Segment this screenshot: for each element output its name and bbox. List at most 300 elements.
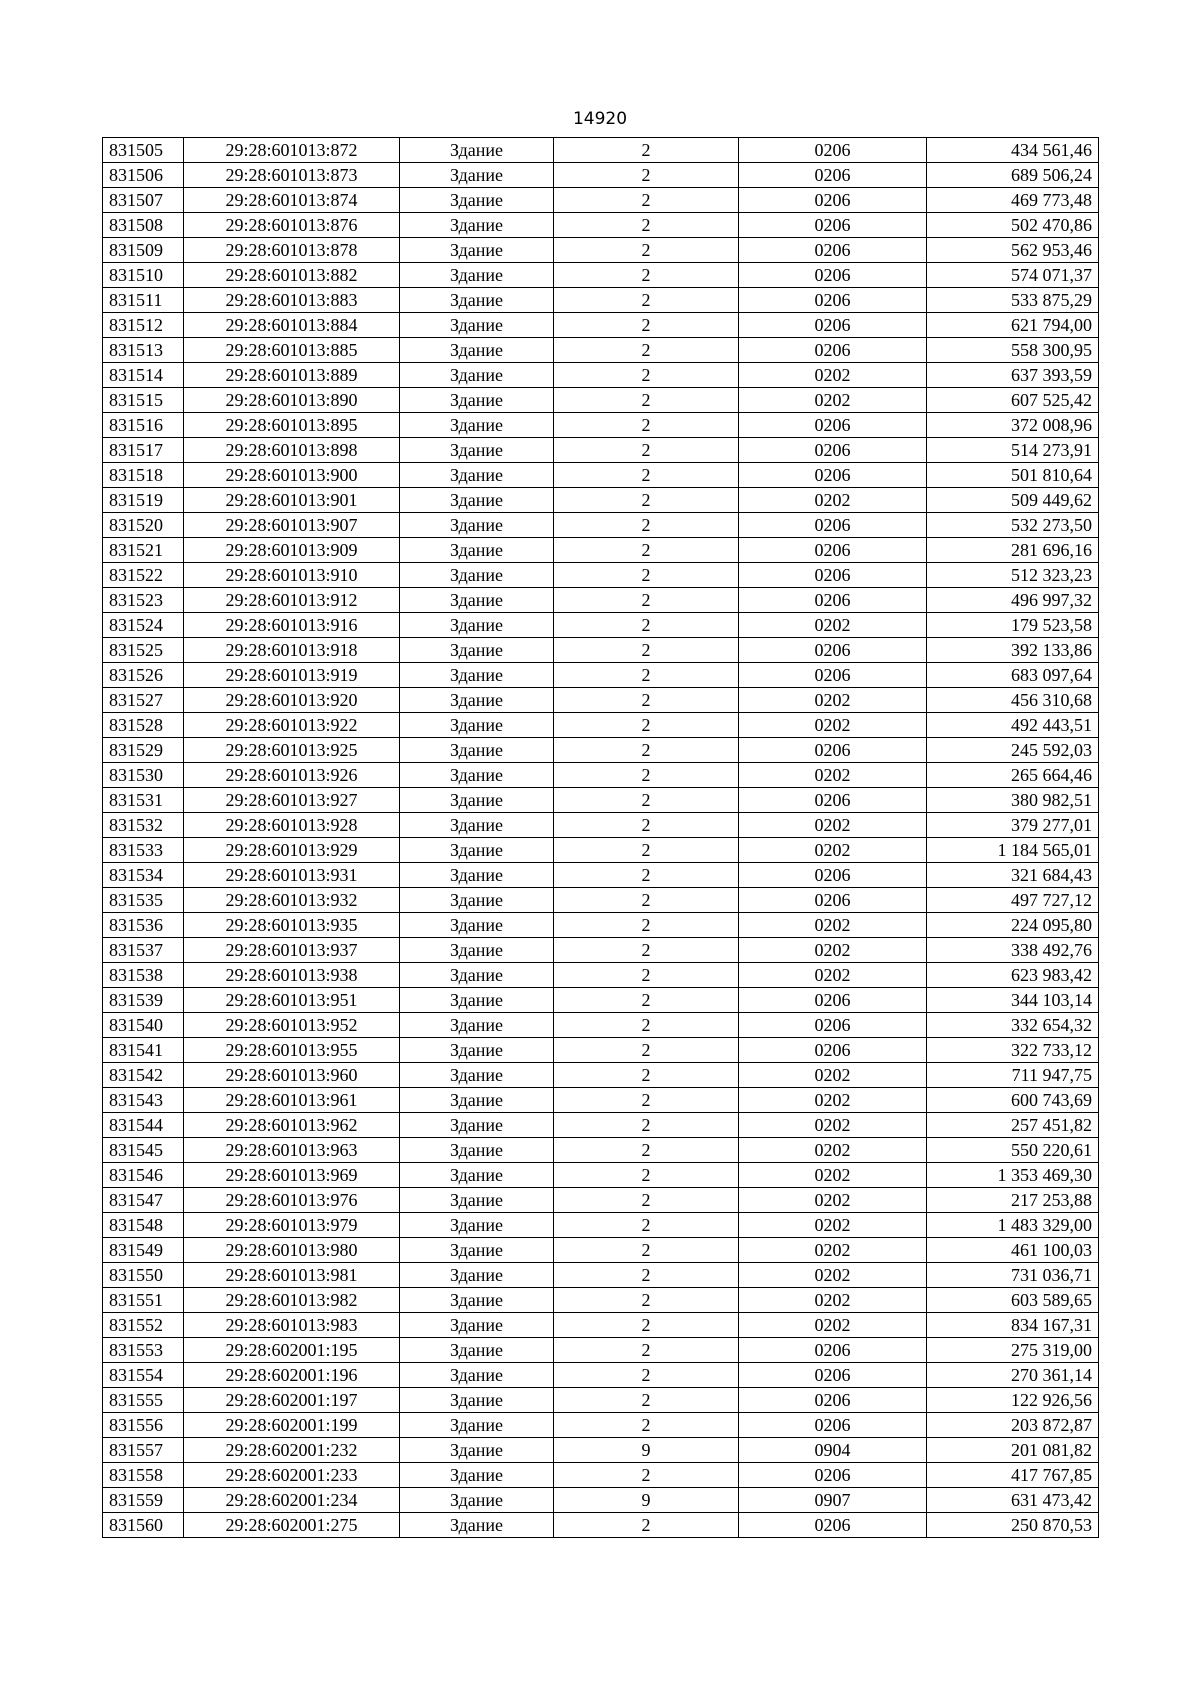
cadastral-number-cell: 29:28:601013:951 <box>184 988 400 1013</box>
group-number-cell: 2 <box>554 413 739 438</box>
row-number-cell: 831542 <box>103 1063 184 1088</box>
object-type-cell: Здание <box>400 1338 554 1363</box>
cadastral-number-cell: 29:28:601013:883 <box>184 288 400 313</box>
object-type-cell: Здание <box>400 138 554 163</box>
group-number-cell: 2 <box>554 588 739 613</box>
cadastral-value-cell: 711 947,75 <box>927 1063 1099 1088</box>
group-number-cell: 2 <box>554 513 739 538</box>
page-number: 14920 <box>572 109 628 129</box>
object-type-cell: Здание <box>400 538 554 563</box>
code-cell: 0202 <box>739 1238 927 1263</box>
cadastral-number-cell: 29:28:601013:980 <box>184 1238 400 1263</box>
object-type-cell: Здание <box>400 1263 554 1288</box>
row-number-cell: 831519 <box>103 488 184 513</box>
cadastral-value-cell: 497 727,12 <box>927 888 1099 913</box>
code-cell: 0206 <box>739 288 927 313</box>
table-row <box>103 1388 1099 1413</box>
cadastral-value-cell: 492 443,51 <box>927 713 1099 738</box>
table-row <box>103 1338 1099 1363</box>
table-row <box>103 788 1099 813</box>
row-number-cell: 831546 <box>103 1163 184 1188</box>
row-number-cell: 831507 <box>103 188 184 213</box>
table-row <box>103 688 1099 713</box>
row-number-cell: 831548 <box>103 1213 184 1238</box>
object-type-cell: Здание <box>400 1163 554 1188</box>
group-number-cell: 2 <box>554 788 739 813</box>
cadastral-value-cell: 607 525,42 <box>927 388 1099 413</box>
group-number-cell: 2 <box>554 888 739 913</box>
group-number-cell: 2 <box>554 288 739 313</box>
cadastral-number-cell: 29:28:601013:872 <box>184 138 400 163</box>
code-cell: 0206 <box>739 538 927 563</box>
table-row <box>103 138 1099 163</box>
group-number-cell: 2 <box>554 463 739 488</box>
group-number-cell: 2 <box>554 1163 739 1188</box>
row-number-cell: 831530 <box>103 763 184 788</box>
code-cell: 0206 <box>739 1038 927 1063</box>
row-number-cell: 831505 <box>103 138 184 163</box>
cadastral-number-cell: 29:28:601013:962 <box>184 1113 400 1138</box>
cadastral-number-cell: 29:28:601013:922 <box>184 713 400 738</box>
row-number-cell: 831526 <box>103 663 184 688</box>
table-row <box>103 663 1099 688</box>
cadastral-number-cell: 29:28:601013:929 <box>184 838 400 863</box>
table-row <box>103 813 1099 838</box>
table-row <box>103 1313 1099 1338</box>
cadastral-value-cell: 834 167,31 <box>927 1313 1099 1338</box>
table-row <box>103 1213 1099 1238</box>
code-cell: 0206 <box>739 888 927 913</box>
cadastral-value-cell: 332 654,32 <box>927 1013 1099 1038</box>
group-number-cell: 9 <box>554 1488 739 1513</box>
row-number-cell: 831506 <box>103 163 184 188</box>
group-number-cell: 2 <box>554 838 739 863</box>
row-number-cell: 831537 <box>103 938 184 963</box>
cadastral-number-cell: 29:28:601013:979 <box>184 1213 400 1238</box>
row-number-cell: 831532 <box>103 813 184 838</box>
row-number-cell: 831522 <box>103 563 184 588</box>
cadastral-number-cell: 29:28:601013:981 <box>184 1263 400 1288</box>
row-number-cell: 831555 <box>103 1388 184 1413</box>
code-cell: 0202 <box>739 1088 927 1113</box>
cadastral-number-cell: 29:28:601013:912 <box>184 588 400 613</box>
object-type-cell: Здание <box>400 588 554 613</box>
object-type-cell: Здание <box>400 1088 554 1113</box>
object-type-cell: Здание <box>400 1438 554 1463</box>
group-number-cell: 2 <box>554 388 739 413</box>
code-cell: 0206 <box>739 863 927 888</box>
row-number-cell: 831516 <box>103 413 184 438</box>
cadastral-number-cell: 29:28:602001:197 <box>184 1388 400 1413</box>
row-number-cell: 831560 <box>103 1513 184 1538</box>
object-type-cell: Здание <box>400 1413 554 1438</box>
row-number-cell: 831541 <box>103 1038 184 1063</box>
cadastral-value-cell: 392 133,86 <box>927 638 1099 663</box>
cadastral-number-cell: 29:28:601013:885 <box>184 338 400 363</box>
row-number-cell: 831544 <box>103 1113 184 1138</box>
code-cell: 0206 <box>739 1338 927 1363</box>
group-number-cell: 2 <box>554 438 739 463</box>
cadastral-number-cell: 29:28:601013:878 <box>184 238 400 263</box>
code-cell: 0202 <box>739 713 927 738</box>
table-row <box>103 1413 1099 1438</box>
cadastral-value-cell: 631 473,42 <box>927 1488 1099 1513</box>
table-row <box>103 888 1099 913</box>
object-type-cell: Здание <box>400 338 554 363</box>
cadastral-number-cell: 29:28:602001:232 <box>184 1438 400 1463</box>
group-number-cell: 2 <box>554 863 739 888</box>
row-number-cell: 831533 <box>103 838 184 863</box>
table-row <box>103 213 1099 238</box>
row-number-cell: 831527 <box>103 688 184 713</box>
table-row <box>103 363 1099 388</box>
code-cell: 0206 <box>739 438 927 463</box>
row-number-cell: 831529 <box>103 738 184 763</box>
object-type-cell: Здание <box>400 288 554 313</box>
group-number-cell: 2 <box>554 1138 739 1163</box>
row-number-cell: 831559 <box>103 1488 184 1513</box>
row-number-cell: 831511 <box>103 288 184 313</box>
cadastral-value-cell: 550 220,61 <box>927 1138 1099 1163</box>
row-number-cell: 831515 <box>103 388 184 413</box>
group-number-cell: 2 <box>554 963 739 988</box>
cadastral-number-cell: 29:28:601013:920 <box>184 688 400 713</box>
group-number-cell: 2 <box>554 238 739 263</box>
code-cell: 0202 <box>739 1113 927 1138</box>
cadastral-number-cell: 29:28:601013:969 <box>184 1163 400 1188</box>
object-type-cell: Здание <box>400 613 554 638</box>
group-number-cell: 2 <box>554 1413 739 1438</box>
cadastral-value-cell: 514 273,91 <box>927 438 1099 463</box>
code-cell: 0202 <box>739 1263 927 1288</box>
table-row <box>103 263 1099 288</box>
object-type-cell: Здание <box>400 738 554 763</box>
row-number-cell: 831521 <box>103 538 184 563</box>
group-number-cell: 2 <box>554 1038 739 1063</box>
code-cell: 0202 <box>739 1138 927 1163</box>
cadastral-value-cell: 380 982,51 <box>927 788 1099 813</box>
group-number-cell: 2 <box>554 163 739 188</box>
row-number-cell: 831524 <box>103 613 184 638</box>
group-number-cell: 2 <box>554 1113 739 1138</box>
group-number-cell: 2 <box>554 138 739 163</box>
table-row <box>103 313 1099 338</box>
group-number-cell: 2 <box>554 938 739 963</box>
object-type-cell: Здание <box>400 163 554 188</box>
cadastral-number-cell: 29:28:601013:932 <box>184 888 400 913</box>
table-row <box>103 413 1099 438</box>
table-row <box>103 563 1099 588</box>
row-number-cell: 831518 <box>103 463 184 488</box>
code-cell: 0202 <box>739 838 927 863</box>
cadastral-value-cell: 558 300,95 <box>927 338 1099 363</box>
row-number-cell: 831528 <box>103 713 184 738</box>
code-cell: 0206 <box>739 663 927 688</box>
table-row <box>103 438 1099 463</box>
group-number-cell: 2 <box>554 213 739 238</box>
cadastral-value-cell: 512 323,23 <box>927 563 1099 588</box>
cadastral-value-cell: 122 926,56 <box>927 1388 1099 1413</box>
cadastral-value-cell: 270 361,14 <box>927 1363 1099 1388</box>
group-number-cell: 2 <box>554 638 739 663</box>
code-cell: 0206 <box>739 1013 927 1038</box>
object-type-cell: Здание <box>400 463 554 488</box>
table-row <box>103 188 1099 213</box>
code-cell: 0202 <box>739 1163 927 1188</box>
cadastral-number-cell: 29:28:601013:898 <box>184 438 400 463</box>
code-cell: 0206 <box>739 1463 927 1488</box>
object-type-cell: Здание <box>400 263 554 288</box>
cadastral-number-cell: 29:28:601013:963 <box>184 1138 400 1163</box>
code-cell: 0206 <box>739 138 927 163</box>
cadastral-value-cell: 1 353 469,30 <box>927 1163 1099 1188</box>
code-cell: 0206 <box>739 513 927 538</box>
table-row <box>103 588 1099 613</box>
row-number-cell: 831525 <box>103 638 184 663</box>
object-type-cell: Здание <box>400 1513 554 1538</box>
cadastral-number-cell: 29:28:601013:983 <box>184 1313 400 1338</box>
object-type-cell: Здание <box>400 563 554 588</box>
code-cell: 0206 <box>739 463 927 488</box>
table-row <box>103 613 1099 638</box>
table-row <box>103 1038 1099 1063</box>
code-cell: 0202 <box>739 1313 927 1338</box>
cadastral-number-cell: 29:28:601013:976 <box>184 1188 400 1213</box>
group-number-cell: 2 <box>554 1288 739 1313</box>
table-row <box>103 713 1099 738</box>
object-type-cell: Здание <box>400 363 554 388</box>
cadastral-value-cell: 621 794,00 <box>927 313 1099 338</box>
table-row <box>103 863 1099 888</box>
cadastral-value-cell: 1 184 565,01 <box>927 838 1099 863</box>
table-row <box>103 238 1099 263</box>
code-cell: 0206 <box>739 238 927 263</box>
code-cell: 0206 <box>739 188 927 213</box>
group-number-cell: 2 <box>554 688 739 713</box>
code-cell: 0206 <box>739 263 927 288</box>
row-number-cell: 831535 <box>103 888 184 913</box>
cadastral-number-cell: 29:28:601013:884 <box>184 313 400 338</box>
table-row <box>103 1238 1099 1263</box>
cadastral-value-cell: 637 393,59 <box>927 363 1099 388</box>
row-number-cell: 831547 <box>103 1188 184 1213</box>
row-number-cell: 831510 <box>103 263 184 288</box>
group-number-cell: 2 <box>554 363 739 388</box>
code-cell: 0202 <box>739 388 927 413</box>
cadastral-value-cell: 201 081,82 <box>927 1438 1099 1463</box>
cadastral-value-cell: 461 100,03 <box>927 1238 1099 1263</box>
group-number-cell: 2 <box>554 1238 739 1263</box>
group-number-cell: 2 <box>554 913 739 938</box>
object-type-cell: Здание <box>400 813 554 838</box>
cadastral-number-cell: 29:28:601013:938 <box>184 963 400 988</box>
object-type-cell: Здание <box>400 1463 554 1488</box>
object-type-cell: Здание <box>400 1113 554 1138</box>
group-number-cell: 2 <box>554 1213 739 1238</box>
code-cell: 0904 <box>739 1438 927 1463</box>
table-row <box>103 1163 1099 1188</box>
row-number-cell: 831558 <box>103 1463 184 1488</box>
group-number-cell: 2 <box>554 338 739 363</box>
object-type-cell: Здание <box>400 1188 554 1213</box>
row-number-cell: 831554 <box>103 1363 184 1388</box>
group-number-cell: 2 <box>554 1363 739 1388</box>
group-number-cell: 2 <box>554 188 739 213</box>
object-type-cell: Здание <box>400 488 554 513</box>
row-number-cell: 831545 <box>103 1138 184 1163</box>
code-cell: 0202 <box>739 1188 927 1213</box>
code-cell: 0206 <box>739 563 927 588</box>
row-number-cell: 831538 <box>103 963 184 988</box>
group-number-cell: 2 <box>554 1013 739 1038</box>
code-cell: 0202 <box>739 1213 927 1238</box>
code-cell: 0202 <box>739 688 927 713</box>
cadastral-value-cell: 501 810,64 <box>927 463 1099 488</box>
cadastral-value-cell: 533 875,29 <box>927 288 1099 313</box>
object-type-cell: Здание <box>400 838 554 863</box>
cadastral-value-cell: 469 773,48 <box>927 188 1099 213</box>
object-type-cell: Здание <box>400 1213 554 1238</box>
table-row <box>103 463 1099 488</box>
group-number-cell: 2 <box>554 1188 739 1213</box>
row-number-cell: 831536 <box>103 913 184 938</box>
cadastral-value-cell: 265 664,46 <box>927 763 1099 788</box>
cadastral-number-cell: 29:28:602001:196 <box>184 1363 400 1388</box>
code-cell: 0206 <box>739 1388 927 1413</box>
cadastral-value-cell: 245 592,03 <box>927 738 1099 763</box>
table-row <box>103 1263 1099 1288</box>
cadastral-value-cell: 321 684,43 <box>927 863 1099 888</box>
cadastral-value-cell: 379 277,01 <box>927 813 1099 838</box>
cadastral-number-cell: 29:28:601013:874 <box>184 188 400 213</box>
table-row <box>103 938 1099 963</box>
group-number-cell: 2 <box>554 713 739 738</box>
cadastral-number-cell: 29:28:601013:876 <box>184 213 400 238</box>
row-number-cell: 831543 <box>103 1088 184 1113</box>
cadastral-number-cell: 29:28:601013:952 <box>184 1013 400 1038</box>
cadastral-number-cell: 29:28:602001:234 <box>184 1488 400 1513</box>
table-row <box>103 513 1099 538</box>
group-number-cell: 2 <box>554 1463 739 1488</box>
cadastral-value-cell: 496 997,32 <box>927 588 1099 613</box>
cadastral-number-cell: 29:28:601013:916 <box>184 613 400 638</box>
code-cell: 0202 <box>739 363 927 388</box>
cadastral-value-cell: 623 983,42 <box>927 963 1099 988</box>
cadastral-value-cell: 456 310,68 <box>927 688 1099 713</box>
cadastral-value-cell: 683 097,64 <box>927 663 1099 688</box>
table-row <box>103 488 1099 513</box>
code-cell: 0202 <box>739 763 927 788</box>
object-type-cell: Здание <box>400 188 554 213</box>
row-number-cell: 831534 <box>103 863 184 888</box>
cadastral-number-cell: 29:28:601013:925 <box>184 738 400 763</box>
table-row <box>103 1438 1099 1463</box>
cadastral-value-cell: 509 449,62 <box>927 488 1099 513</box>
cadastral-number-cell: 29:28:601013:909 <box>184 538 400 563</box>
table-row <box>103 1363 1099 1388</box>
row-number-cell: 831514 <box>103 363 184 388</box>
object-type-cell: Здание <box>400 988 554 1013</box>
object-type-cell: Здание <box>400 688 554 713</box>
code-cell: 0206 <box>739 1413 927 1438</box>
code-cell: 0202 <box>739 913 927 938</box>
object-type-cell: Здание <box>400 713 554 738</box>
cadastral-number-cell: 29:28:601013:935 <box>184 913 400 938</box>
object-type-cell: Здание <box>400 213 554 238</box>
object-type-cell: Здание <box>400 913 554 938</box>
cadastral-number-cell: 29:28:601013:895 <box>184 413 400 438</box>
cadastral-number-cell: 29:28:602001:233 <box>184 1463 400 1488</box>
cadastral-number-cell: 29:28:601013:927 <box>184 788 400 813</box>
cadastral-value-cell: 179 523,58 <box>927 613 1099 638</box>
cadastral-value-cell: 731 036,71 <box>927 1263 1099 1288</box>
table-row <box>103 1063 1099 1088</box>
cadastral-value-cell: 338 492,76 <box>927 938 1099 963</box>
cadastral-value-table <box>102 137 1099 1538</box>
group-number-cell: 2 <box>554 1513 739 1538</box>
row-number-cell: 831508 <box>103 213 184 238</box>
cadastral-number-cell: 29:28:601013:937 <box>184 938 400 963</box>
cadastral-value-cell: 417 767,85 <box>927 1463 1099 1488</box>
table-row <box>103 538 1099 563</box>
cadastral-number-cell: 29:28:601013:960 <box>184 1063 400 1088</box>
table-row <box>103 913 1099 938</box>
object-type-cell: Здание <box>400 1388 554 1413</box>
cadastral-number-cell: 29:28:601013:961 <box>184 1088 400 1113</box>
object-type-cell: Здание <box>400 513 554 538</box>
table-row <box>103 1138 1099 1163</box>
row-number-cell: 831517 <box>103 438 184 463</box>
cadastral-value-cell: 562 953,46 <box>927 238 1099 263</box>
cadastral-number-cell: 29:28:601013:931 <box>184 863 400 888</box>
cadastral-number-cell: 29:28:601013:919 <box>184 663 400 688</box>
object-type-cell: Здание <box>400 313 554 338</box>
table-row <box>103 1113 1099 1138</box>
group-number-cell: 2 <box>554 663 739 688</box>
table-row <box>103 738 1099 763</box>
cadastral-value-cell: 689 506,24 <box>927 163 1099 188</box>
row-number-cell: 831550 <box>103 1263 184 1288</box>
group-number-cell: 2 <box>554 988 739 1013</box>
group-number-cell: 2 <box>554 313 739 338</box>
table-row <box>103 1463 1099 1488</box>
table-row <box>103 1288 1099 1313</box>
cadastral-value-cell: 224 095,80 <box>927 913 1099 938</box>
row-number-cell: 831531 <box>103 788 184 813</box>
table-row <box>103 638 1099 663</box>
cadastral-value-cell: 603 589,65 <box>927 1288 1099 1313</box>
code-cell: 0202 <box>739 813 927 838</box>
group-number-cell: 2 <box>554 263 739 288</box>
table-row <box>103 1013 1099 1038</box>
cadastral-number-cell: 29:28:602001:199 <box>184 1413 400 1438</box>
cadastral-value-cell: 281 696,16 <box>927 538 1099 563</box>
object-type-cell: Здание <box>400 238 554 263</box>
group-number-cell: 2 <box>554 1338 739 1363</box>
cadastral-value-cell: 600 743,69 <box>927 1088 1099 1113</box>
group-number-cell: 2 <box>554 1313 739 1338</box>
code-cell: 0206 <box>739 638 927 663</box>
object-type-cell: Здание <box>400 663 554 688</box>
row-number-cell: 831523 <box>103 588 184 613</box>
group-number-cell: 9 <box>554 1438 739 1463</box>
row-number-cell: 831551 <box>103 1288 184 1313</box>
cadastral-number-cell: 29:28:601013:928 <box>184 813 400 838</box>
row-number-cell: 831539 <box>103 988 184 1013</box>
object-type-cell: Здание <box>400 1138 554 1163</box>
code-cell: 0206 <box>739 588 927 613</box>
code-cell: 0206 <box>739 313 927 338</box>
